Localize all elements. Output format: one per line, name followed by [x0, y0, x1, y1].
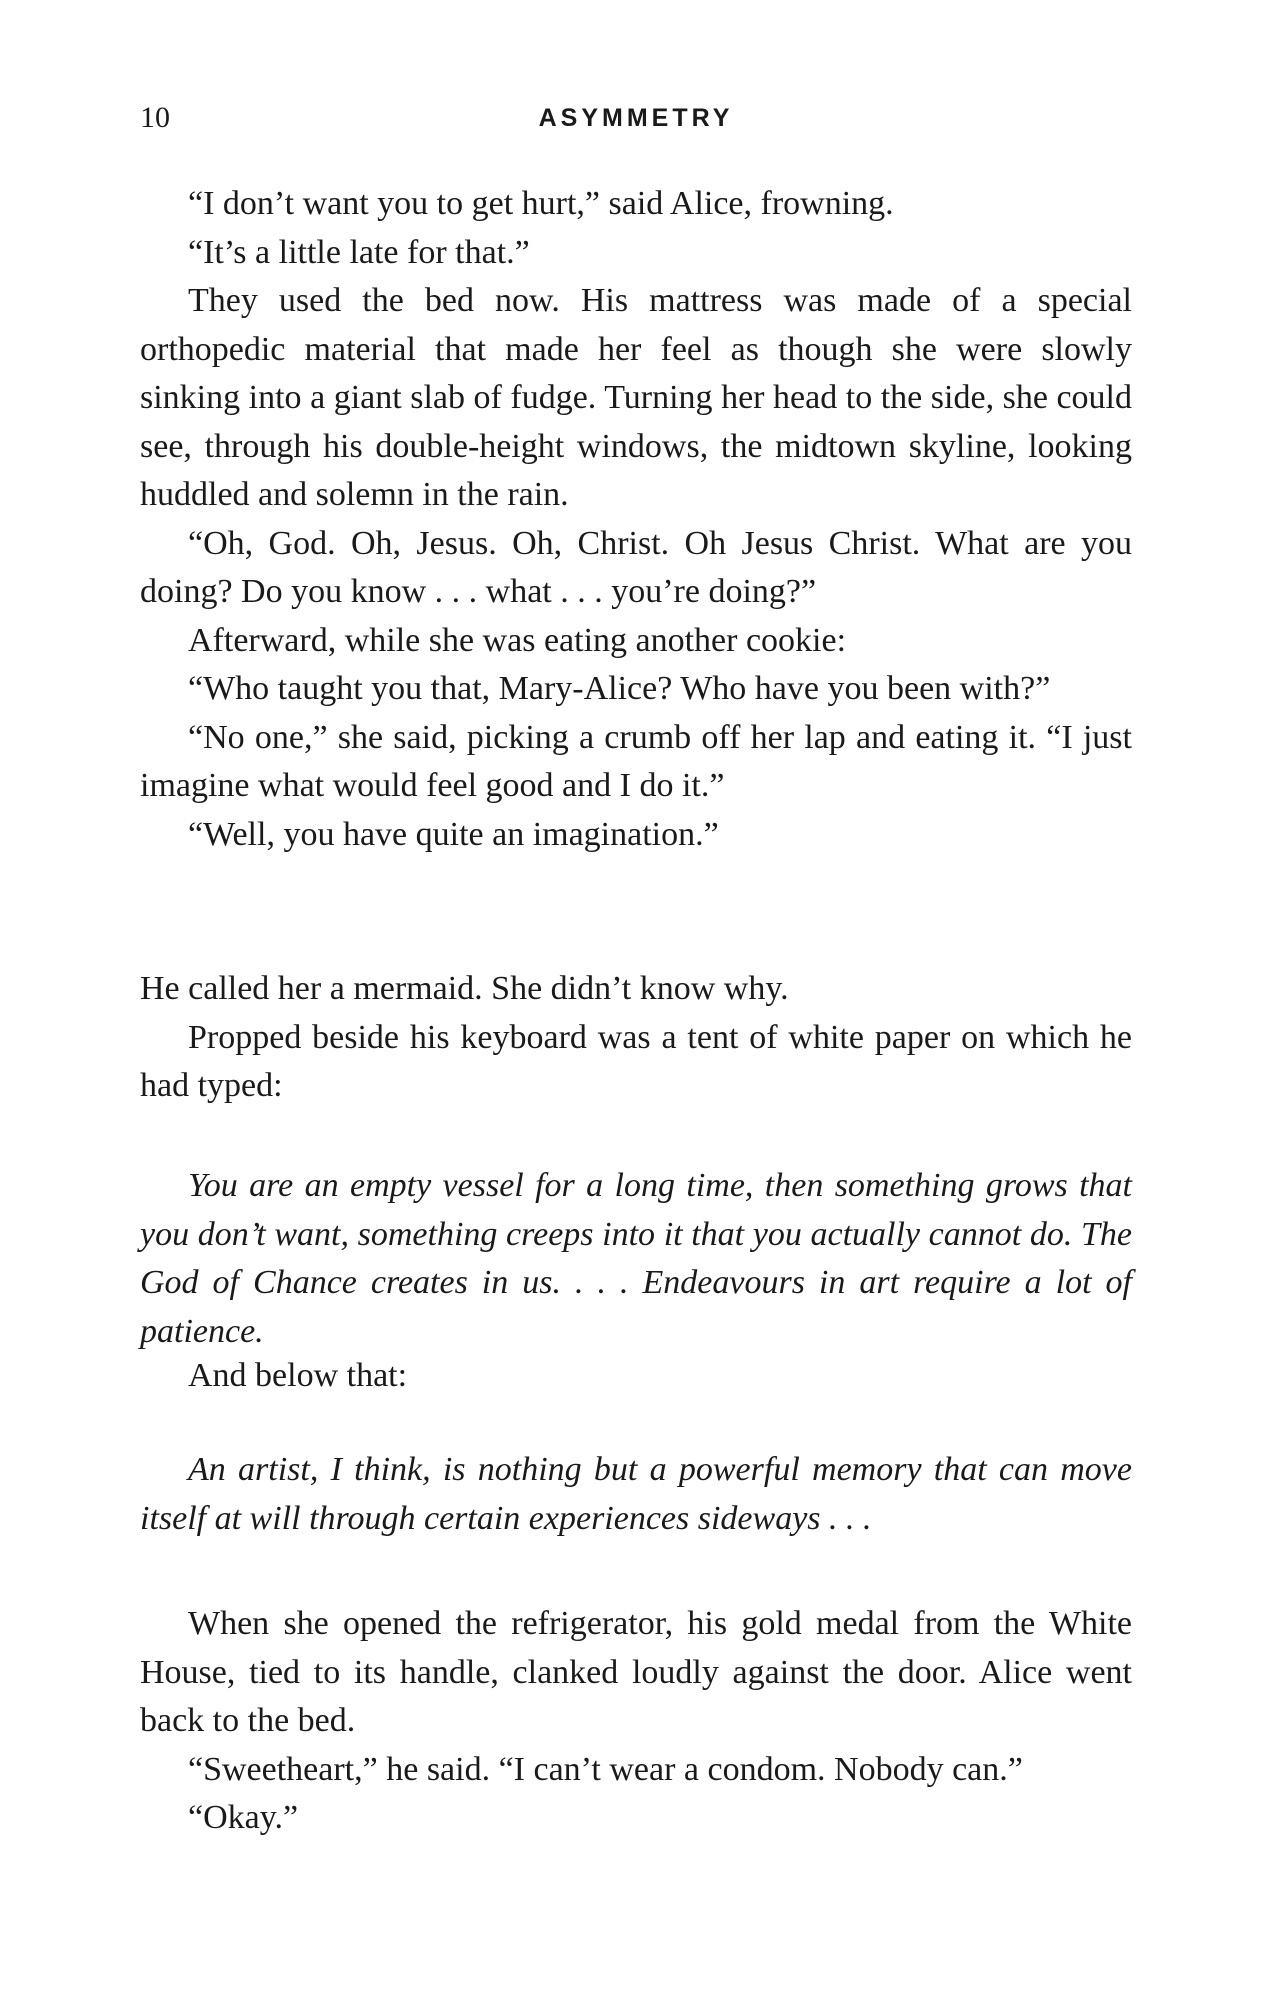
section-two: [140, 965, 1132, 1111]
paragraph: “I don’t want you to get hurt,” said Alice, frowning.: [188, 185, 894, 222]
paragraph: Afterward, while she was eating another cookie:: [188, 621, 847, 659]
section-three: [140, 1600, 1132, 1843]
paragraph: “No one,” she said, picking a crumb off her lap and eating it. “I just imagine what would feel good and I do it.”: [140, 718, 1132, 804]
section-one: [140, 180, 1132, 859]
paragraph: “Okay.”: [188, 1799, 299, 1836]
paragraph: “Sweetheart,” he said. “I can’t wear a condom. Nobody can.”: [188, 1750, 1023, 1788]
italic-quote: You are an empty vessel for a long time, then something grows that you don’t want, something creeps into it that you actually cannot do. The God of Chance creates in us. . . . Endeavours in art require a lot of patience.: [140, 1167, 1132, 1350]
quote-one: [140, 1162, 1132, 1356]
quote-two: [140, 1446, 1132, 1543]
paragraph: When she opened the refrigerator, his gold medal from the White House, tied to its handle, clanked loudly against the door. Alice went back to the bed.: [140, 1605, 1132, 1739]
paragraph: And below that:: [188, 1357, 408, 1394]
paragraph: He called her a mermaid. She didn’t know why.: [140, 970, 789, 1007]
page-number: 10: [140, 101, 170, 134]
paragraph: Propped beside his keyboard was a tent of white paper on which he had typed:: [140, 1018, 1132, 1104]
paragraph: “Who taught you that, Mary-Alice? Who have you been with?”: [188, 670, 1051, 707]
paragraph: “It’s a little late for that.”: [188, 233, 530, 271]
page-header: [140, 98, 1132, 138]
paragraph: “Oh, God. Oh, Jesus. Oh, Christ. Oh Jesus Christ. What are you doing? Do you know . . . what . . . you’re doing?”: [140, 524, 1132, 610]
below-that-line: [140, 1352, 1132, 1401]
paragraph: They used the bed now. His mattress was made of a special orthopedic material that made her feel as though she were slowly sinking into a giant slab of fudge. Turning her head to the side, she could see, through his double-height windows, the midtown skyline, looking huddled and solemn in the rain.: [140, 282, 1132, 513]
running-head-title: ASYMMETRY: [538, 104, 734, 132]
paragraph: “Well, you have quite an imagination.”: [188, 815, 719, 853]
italic-quote: An artist, I think, is nothing but a powerful memory that can move itself at will through certain experiences sideways . . .: [140, 1451, 1132, 1537]
